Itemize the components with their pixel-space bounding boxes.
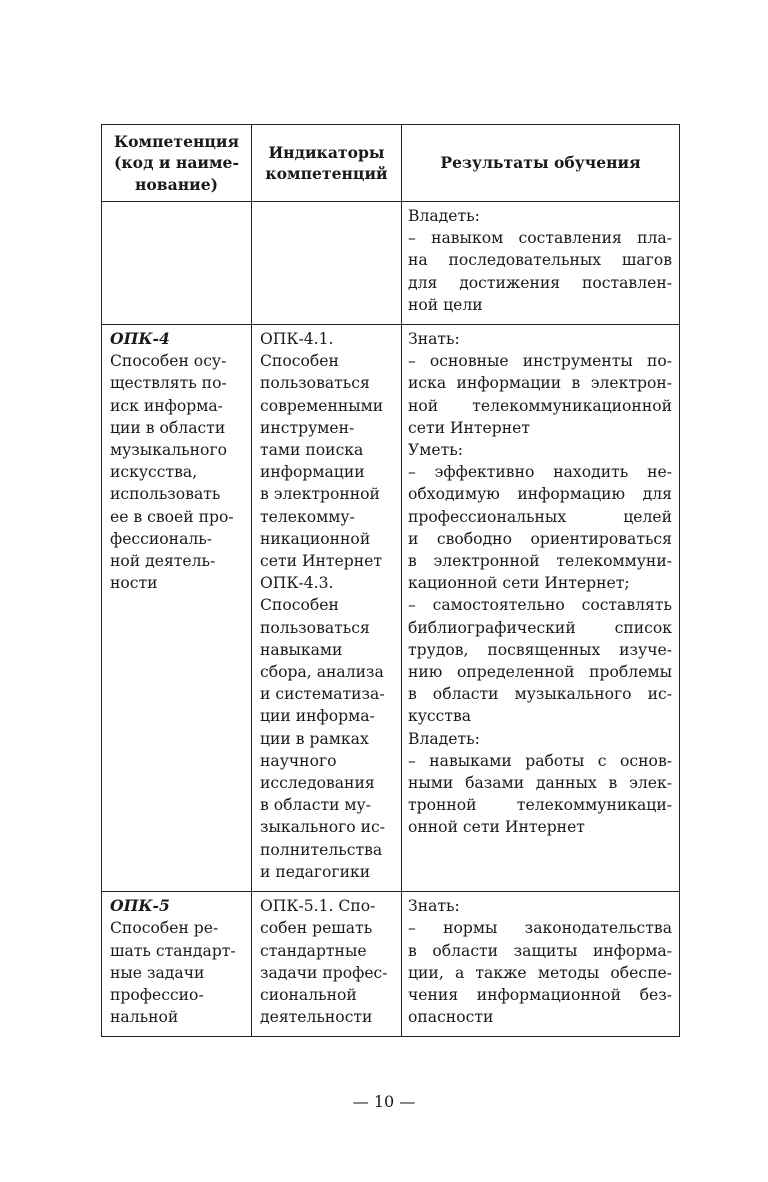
result-text-line: – самостоятельно составлять <box>408 596 672 615</box>
competency-text-line: музыкального <box>110 441 227 460</box>
result-cell <box>402 892 680 1037</box>
competency-text-line: ные задачи <box>110 963 205 982</box>
result-text-line: Владеть: <box>408 207 480 225</box>
result-text-line: обходимую информацию для <box>408 485 672 504</box>
result-text-line: трудов, посвященных изуче- <box>408 640 672 659</box>
header-results <box>402 125 680 202</box>
result-text-line: в области защиты информа- <box>408 941 672 960</box>
result-text-line: на последовательных шагов <box>408 251 672 270</box>
result-text-line: библиографический список <box>408 618 672 637</box>
competency-text-line: ществлять по- <box>110 374 227 393</box>
result-text-line: – навыком составления пла- <box>408 229 672 248</box>
indicator-text-line: тами поиска <box>260 441 364 460</box>
indicator-text-line: деятельности <box>260 1008 373 1027</box>
indicator-text-line: и педагогики <box>260 862 371 881</box>
result-text-line: профессиональных целей <box>408 507 672 526</box>
table-header <box>102 125 680 202</box>
indicator-text-line: Способен <box>260 352 339 371</box>
indicator-cell <box>252 202 402 325</box>
indicator-text-line: современными <box>260 396 384 415</box>
indicator-text-line: ОПК-4.3. <box>260 574 334 593</box>
header-competency <box>102 125 252 202</box>
result-text-line: ными базами данных в элек- <box>408 774 672 793</box>
indicator-text-line: навыками <box>260 640 343 659</box>
indicator-text-line: инструмен- <box>260 418 355 437</box>
indicator-cell <box>252 892 402 1037</box>
result-text-line: сети Интернет <box>408 418 531 437</box>
result-text-line: в области музыкального ис- <box>408 685 672 704</box>
competency-text-line: ции в области <box>110 418 226 437</box>
result-text-line: Знать: <box>408 897 460 916</box>
indicator-text-line: в области му- <box>260 796 371 815</box>
competency-text-line: профессио- <box>110 985 204 1004</box>
indicator-text-line: телекомму- <box>260 507 355 526</box>
indicator-text-line: научного <box>260 751 337 770</box>
competency-cell <box>102 202 252 325</box>
indicator-text-line: собен решать <box>260 919 373 938</box>
result-text-line: Уметь: <box>408 441 463 460</box>
competency-text-line: Способен ре- <box>110 919 219 938</box>
result-text-line: ции, а также методы обеспе- <box>408 963 672 982</box>
competency-text-line: искусства, <box>110 463 198 482</box>
result-text-line: – нормы законодательства <box>408 919 672 938</box>
indicator-text-line: в электронной <box>260 485 380 504</box>
table-body <box>102 202 680 1037</box>
result-text-line: кусства <box>408 707 472 726</box>
indicator-text-line: Способен <box>260 596 339 615</box>
header-line: компетенций <box>265 164 388 183</box>
indicator-text-line: зыкального ис- <box>260 818 386 837</box>
result-text-line: Знать: <box>408 330 460 349</box>
competency-cell <box>102 325 252 892</box>
result-text-line: онной сети Интернет <box>408 818 585 837</box>
competency-text-line: использовать <box>110 485 221 504</box>
indicator-text-line: полнительства <box>260 840 383 859</box>
competency-text-line: иск информа- <box>110 396 223 415</box>
indicator-text-line: сиональной <box>260 985 357 1004</box>
result-text-line: – основные инструменты по- <box>408 352 672 371</box>
competency-text-line: шать стандарт- <box>110 941 236 960</box>
table-row <box>102 202 680 325</box>
result-text-line: кационной сети Интернет; <box>408 574 630 593</box>
header-line: нование) <box>134 174 219 194</box>
indicator-text-line: пользоваться <box>260 618 370 637</box>
indicator-text-line: ОПК-4.1. <box>260 330 334 349</box>
header-line: Компетенция <box>113 131 240 151</box>
competency-code: ОПК-4 <box>110 329 170 349</box>
competency-text-line: фессиональ- <box>110 529 213 548</box>
indicator-text-line: пользоваться <box>260 374 370 393</box>
header-indicators <box>252 125 402 202</box>
indicator-text-line: и систематиза- <box>260 685 385 704</box>
header-line: Индикаторы <box>268 142 385 162</box>
result-text-line: для достижения поставлен- <box>408 273 672 292</box>
competency-text-line: ности <box>110 574 158 593</box>
result-cell <box>402 202 680 325</box>
table-row <box>102 892 680 1037</box>
indicator-text-line: ции в рамках <box>260 729 369 748</box>
table-header-row <box>102 125 680 202</box>
result-text-line: иска информации в электрон- <box>408 374 672 393</box>
indicator-text-line: ции информа- <box>260 707 375 726</box>
result-text-line: – эффективно находить не- <box>408 463 672 482</box>
indicator-cell <box>252 325 402 892</box>
indicator-text-line: информации <box>260 463 365 482</box>
header-line: Результаты обучения <box>440 153 641 173</box>
result-text-line: ной телекоммуникационной <box>408 396 672 415</box>
competency-text-line: ной деятель- <box>110 552 216 571</box>
competency-text-line: нальной <box>110 1008 179 1027</box>
result-text-line: и свободно ориентироваться <box>408 529 672 548</box>
result-text-line: – навыками работы с основ- <box>408 751 672 770</box>
indicator-text-line: никационной <box>260 529 371 548</box>
result-text-line: Владеть: <box>408 729 480 748</box>
indicator-text-line: стандартные <box>260 941 367 960</box>
result-text-line: чения информационной без- <box>408 985 672 1004</box>
result-cell <box>402 325 680 892</box>
page-number: — 10 — <box>352 1092 416 1111</box>
competency-code: ОПК-5 <box>110 896 170 916</box>
result-text-line: в электронной телекоммуни- <box>408 552 672 571</box>
indicator-text-line: ОПК-5.1. Спо- <box>260 897 376 916</box>
result-text-line: тронной телекоммуникаци- <box>408 796 672 815</box>
result-text-line: ной цели <box>408 295 483 314</box>
result-text-line: нию определенной проблемы <box>408 663 672 682</box>
competency-text-line: ее в своей про- <box>110 507 234 526</box>
table-row <box>102 325 680 892</box>
competency-cell <box>102 892 252 1037</box>
competency-text-line: Способен осу- <box>110 352 227 371</box>
indicator-text-line: сбора, анализа <box>260 663 384 682</box>
indicator-text-line: сети Интернет <box>260 552 383 571</box>
indicator-text-line: задачи профес- <box>260 963 388 982</box>
indicator-text-line: исследования <box>260 774 375 793</box>
result-text-line: опасности <box>408 1008 494 1027</box>
competency-table <box>101 124 680 1037</box>
header-line: (код и наиме- <box>114 153 239 173</box>
